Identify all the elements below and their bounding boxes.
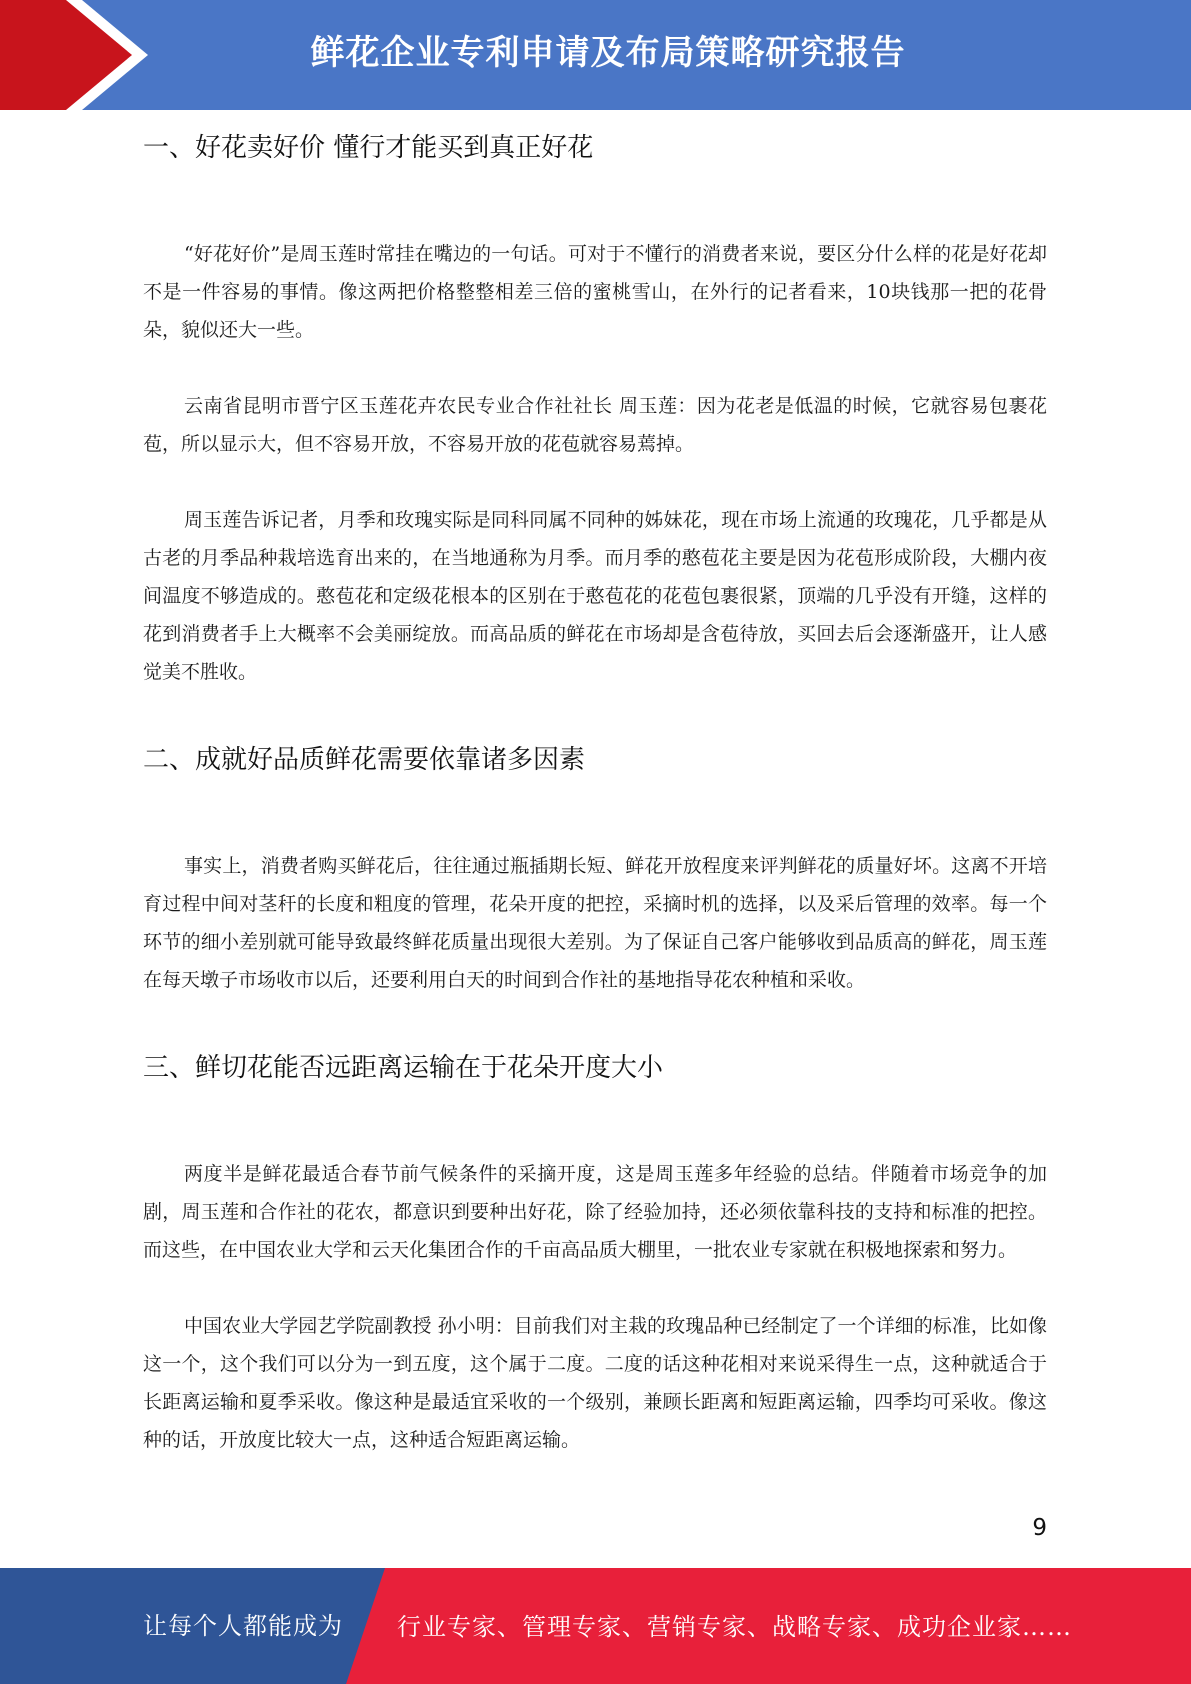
paragraph: “好花好价”是周玉莲时常挂在嘴边的一句话。可对于不懂行的消费者来说，要区分什么样的花是好花却不是一件容易的事情。像这两把价格整整相差三倍的蜜桃雪山，在外行的记者看来，10块钱那一把的花骨朵，貌似还大一些。 — [143, 243, 1047, 341]
section-heading-1: 一、好花卖好价 懂行才能买到真正好花 — [143, 133, 594, 163]
paragraph: 事实上，消费者购买鲜花后，往往通过瓶插期长短、鲜花开放程度来评判鲜花的质量好坏。这离不开培育过程中间对茎秆的长度和粗度的管理，花朵开度的把控，采摘时机的选择，以及采后管理的效率。每一个环节的细小差别就可能导致最终鲜花质量出现很大差别。为了保证自己客户能够收到品质高的鲜花，周玉莲在每天墩子市场收市以后，还要利用白天的时间到合作社的基地指导花农种植和采收。 — [143, 855, 1047, 991]
section-heading-3: 三、鲜切花能否远距离运输在于花朵开度大小 — [143, 1053, 664, 1083]
page-number: 9 — [1032, 1515, 1047, 1541]
footer-slogan-right: 行业专家、管理专家、营销专家、战略专家、成功企业家…… — [397, 1613, 1072, 1641]
paragraph: 云南省昆明市晋宁区玉莲花卉农民专业合作社社长 周玉莲：因为花老是低温的时候，它就容易包裹花苞，所以显示大，但不容易开放，不容易开放的花苞就容易蔫掉。 — [143, 395, 1047, 455]
footer-slogan-left: 让每个人都能成为 — [143, 1612, 343, 1640]
paragraph: 两度半是鲜花最适合春节前气候条件的采摘开度，这是周玉莲多年经验的总结。伴随着市场竞争的加剧，周玉莲和合作社的花农，都意识到要种出好花，除了经验加持，还必须依靠科技的支持和标准的把控。而这些，在中国农业大学和云天化集团合作的千亩高品质大棚里，一批农业专家就在积极地探索和努力。 — [143, 1163, 1047, 1261]
paragraph: 中国农业大学园艺学院副教授 孙小明：目前我们对主栽的玫瑰品种已经制定了一个详细的标准，比如像这一个，这个我们可以分为一到五度，这个属于二度。二度的话这种花相对来说采得生一点，这种就适合于长距离运输和夏季采收。像这种是最适宜采收的一个级别，兼顾长距离和短距离运输，四季均可采收。像这种的话，开放度比较大一点，这种适合短距离运输。 — [143, 1315, 1047, 1451]
report-title: 鲜花企业专利申请及布局策略研究报告 — [310, 33, 906, 73]
paragraph: 周玉莲告诉记者，月季和玫瑰实际是同科同属不同种的姊妹花，现在市场上流通的玫瑰花，几乎都是从古老的月季品种栽培选育出来的，在当地通称为月季。而月季的憨苞花主要是因为花苞形成阶段，大棚内夜间温度不够造成的。憨苞花和定级花根本的区别在于憨苞花的花苞包裹很紧，顶端的几乎没有开缝，这样的花到消费者手上大概率不会美丽绽放。而高品质的鲜花在市场却是含苞待放，买回去后会逐渐盛开，让人感觉美不胜收。 — [143, 509, 1047, 683]
page-footer — [0, 1568, 1191, 1684]
page-header — [0, 0, 1191, 110]
section-heading-2: 二、成就好品质鲜花需要依靠诸多因素 — [143, 745, 586, 775]
document-body — [143, 115, 1047, 1459]
